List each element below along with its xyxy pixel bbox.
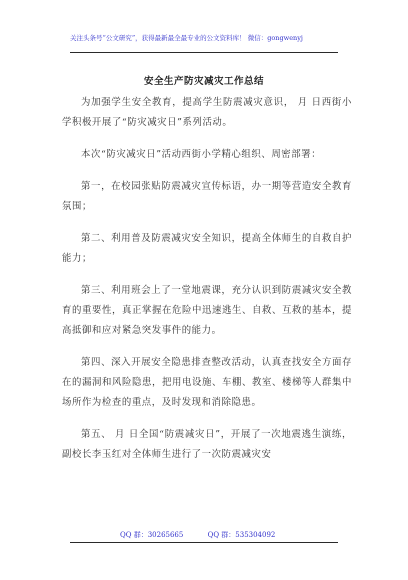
document-title: 安全生产防灾减灾工作总结 bbox=[143, 76, 264, 87]
paragraph-first: 第一，在校园张贴防震减灾宣传标语，办一期等营造安全教育氛围； bbox=[62, 181, 352, 212]
paragraph-fifth: 第五、 月 日全国“防震减灾日”，开展了一次地震逃生演练，副校长李玉红对全体师生进行了一次防震减灾安 bbox=[62, 429, 352, 460]
paragraph-second: 第二、利用普及防震减灾安全知识，提高全体师生的自救自护能力； bbox=[62, 233, 352, 264]
paragraph-third: 第三、利用班会上了一堂地震课，充分认识到防震减灾安全教育的重要性，真正掌握在危险中迅速逃生、自救、互救的基本，提高抵御和应对紧急突发事件的能力。 bbox=[62, 285, 352, 336]
header-divider bbox=[70, 52, 338, 53]
paragraph-fourth: 第四、深入开展安全隐患排查整改活动，认真查找安全方面存在的漏洞和风险隐患，把用电设施、车棚、教室、楼梯等人群集中场所作为检查的重点，及时发现和消除隐患。 bbox=[62, 357, 352, 408]
footer-divider bbox=[70, 542, 338, 543]
footer-qq-group-2[interactable]: QQ 群：535304092 bbox=[207, 531, 276, 539]
header-banner[interactable]: 关注头条号“公文研究”，获得最新最全最专业的公文资料库！ 微信：gongwenyj bbox=[70, 34, 303, 42]
paragraph-intro: 为加强学生安全教育，提高学生防震减灾意识， 月 日西街小学积极开展了“防灾减灾日”系列活动。 bbox=[62, 97, 352, 128]
paragraph-organization: 本次“防灾减灾日”活动西街小学精心组织、周密部署： bbox=[81, 149, 322, 160]
footer-qq-group-1[interactable]: QQ 群：30265665 bbox=[120, 531, 184, 539]
footer-contacts bbox=[120, 530, 340, 540]
document-body bbox=[62, 93, 352, 477]
